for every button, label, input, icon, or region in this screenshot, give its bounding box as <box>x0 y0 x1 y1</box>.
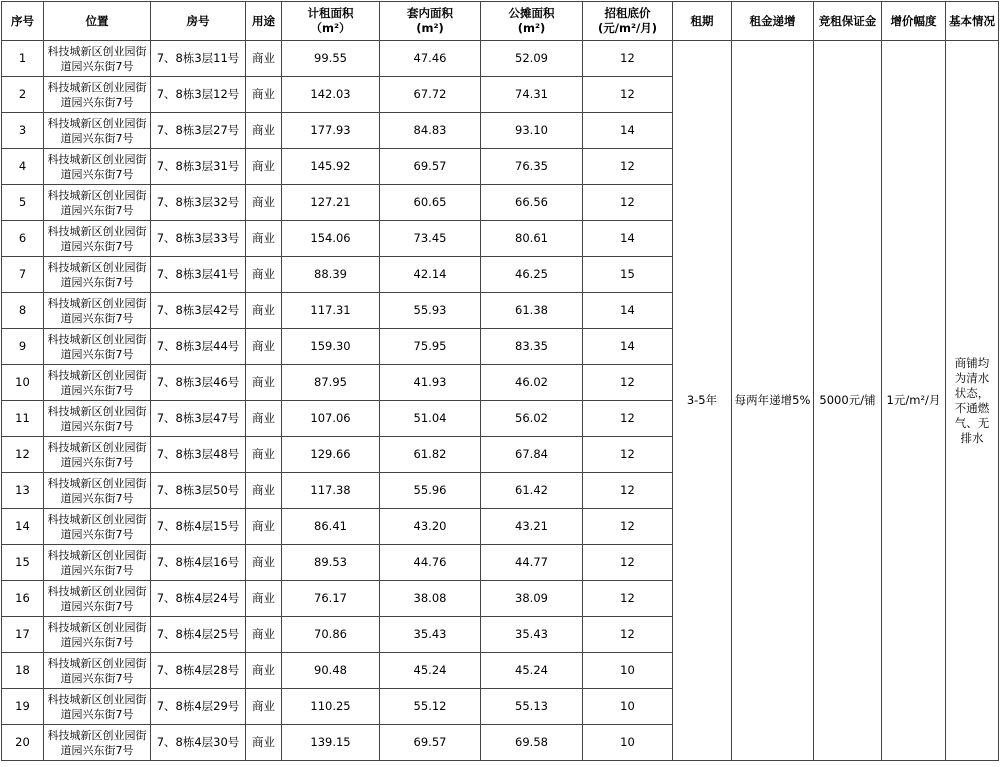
cell-room: 7、8栋3层48号 <box>151 437 246 473</box>
header-location: 位置 <box>44 2 151 41</box>
cell-location: 科技城新区创业园街道园兴东街7号 <box>44 617 151 653</box>
cell-seq: 13 <box>2 473 44 509</box>
cell-rent-area: 127.21 <box>282 185 380 221</box>
cell-base-price: 10 <box>583 689 673 725</box>
cell-shared-area: 66.56 <box>481 185 583 221</box>
cell-rent-area: 159.30 <box>282 329 380 365</box>
cell-inner-area: 55.93 <box>380 293 481 329</box>
header-rent-area-title: 计租面积 <box>307 6 354 20</box>
header-rent-area-unit: （m²） <box>310 21 351 35</box>
cell-base-price: 12 <box>583 149 673 185</box>
cell-location: 科技城新区创业园街道园兴东街7号 <box>44 509 151 545</box>
cell-base-price: 14 <box>583 221 673 257</box>
cell-location: 科技城新区创业园街道园兴东街7号 <box>44 185 151 221</box>
cell-location: 科技城新区创业园街道园兴东街7号 <box>44 113 151 149</box>
header-basic-info: 基本情况 <box>946 2 999 41</box>
cell-room: 7、8栋3层42号 <box>151 293 246 329</box>
cell-seq: 19 <box>2 689 44 725</box>
cell-location: 科技城新区创业园街道园兴东街7号 <box>44 257 151 293</box>
cell-location: 科技城新区创业园街道园兴东街7号 <box>44 581 151 617</box>
cell-seq: 2 <box>2 77 44 113</box>
cell-usage: 商业 <box>246 185 282 221</box>
cell-rent-area: 117.31 <box>282 293 380 329</box>
cell-location: 科技城新区创业园街道园兴东街7号 <box>44 365 151 401</box>
header-lease-term: 租期 <box>673 2 732 41</box>
cell-room: 7、8栋3层46号 <box>151 365 246 401</box>
cell-rent-area: 89.53 <box>282 545 380 581</box>
cell-rent-area: 107.06 <box>282 401 380 437</box>
cell-usage: 商业 <box>246 113 282 149</box>
table-body <box>2 41 999 761</box>
cell-rent-area: 86.41 <box>282 509 380 545</box>
cell-base-price: 12 <box>583 581 673 617</box>
cell-usage: 商业 <box>246 149 282 185</box>
cell-usage: 商业 <box>246 725 282 761</box>
cell-base-price: 12 <box>583 509 673 545</box>
cell-rent-area: 129.66 <box>282 437 380 473</box>
cell-room: 7、8栋4层29号 <box>151 689 246 725</box>
header-row <box>2 2 999 41</box>
header-shared-area <box>481 2 583 41</box>
header-inner-area-title: 套内面积 <box>407 6 453 20</box>
cell-room: 7、8栋3层27号 <box>151 113 246 149</box>
merged-rent-increase: 每两年递增5% <box>732 41 814 761</box>
cell-usage: 商业 <box>246 617 282 653</box>
cell-inner-area: 38.08 <box>380 581 481 617</box>
cell-rent-area: 117.38 <box>282 473 380 509</box>
cell-shared-area: 44.77 <box>481 545 583 581</box>
cell-usage: 商业 <box>246 401 282 437</box>
cell-shared-area: 45.24 <box>481 653 583 689</box>
cell-location: 科技城新区创业园街道园兴东街7号 <box>44 329 151 365</box>
cell-room: 7、8栋4层15号 <box>151 509 246 545</box>
cell-rent-area: 88.39 <box>282 257 380 293</box>
cell-seq: 14 <box>2 509 44 545</box>
cell-seq: 18 <box>2 653 44 689</box>
cell-inner-area: 67.72 <box>380 77 481 113</box>
cell-shared-area: 61.42 <box>481 473 583 509</box>
cell-location: 科技城新区创业园街道园兴东街7号 <box>44 725 151 761</box>
cell-usage: 商业 <box>246 653 282 689</box>
cell-room: 7、8栋3层50号 <box>151 473 246 509</box>
merged-deposit: 5000元/铺 <box>814 41 882 761</box>
cell-base-price: 14 <box>583 329 673 365</box>
header-base-price-title: 招租底价 <box>604 6 651 20</box>
cell-usage: 商业 <box>246 77 282 113</box>
cell-inner-area: 41.93 <box>380 365 481 401</box>
header-inner-area-unit: (m²) <box>416 21 444 35</box>
rental-listing-table <box>1 1 999 761</box>
cell-shared-area: 61.38 <box>481 293 583 329</box>
cell-seq: 12 <box>2 437 44 473</box>
cell-rent-area: 99.55 <box>282 41 380 77</box>
cell-inner-area: 42.14 <box>380 257 481 293</box>
cell-usage: 商业 <box>246 41 282 77</box>
merged-basic-info: 商铺均为清水状态，不通燃气、无排水 <box>946 41 999 761</box>
cell-shared-area: 69.58 <box>481 725 583 761</box>
cell-seq: 4 <box>2 149 44 185</box>
cell-rent-area: 70.86 <box>282 617 380 653</box>
cell-location: 科技城新区创业园街道园兴东街7号 <box>44 401 151 437</box>
cell-seq: 17 <box>2 617 44 653</box>
cell-room: 7、8栋3层41号 <box>151 257 246 293</box>
cell-seq: 15 <box>2 545 44 581</box>
cell-rent-area: 76.17 <box>282 581 380 617</box>
cell-usage: 商业 <box>246 437 282 473</box>
header-shared-area-title: 公摊面积 <box>508 6 555 20</box>
cell-rent-area: 90.48 <box>282 653 380 689</box>
cell-shared-area: 38.09 <box>481 581 583 617</box>
cell-room: 7、8栋4层25号 <box>151 617 246 653</box>
cell-usage: 商业 <box>246 473 282 509</box>
cell-usage: 商业 <box>246 293 282 329</box>
cell-base-price: 15 <box>583 257 673 293</box>
cell-room: 7、8栋4层30号 <box>151 725 246 761</box>
cell-shared-area: 55.13 <box>481 689 583 725</box>
table-row <box>2 41 999 77</box>
cell-location: 科技城新区创业园街道园兴东街7号 <box>44 545 151 581</box>
cell-shared-area: 46.02 <box>481 365 583 401</box>
cell-usage: 商业 <box>246 689 282 725</box>
cell-rent-area: 177.93 <box>282 113 380 149</box>
cell-shared-area: 74.31 <box>481 77 583 113</box>
cell-rent-area: 87.95 <box>282 365 380 401</box>
cell-inner-area: 43.20 <box>380 509 481 545</box>
cell-seq: 7 <box>2 257 44 293</box>
cell-base-price: 14 <box>583 293 673 329</box>
cell-base-price: 12 <box>583 437 673 473</box>
cell-shared-area: 52.09 <box>481 41 583 77</box>
cell-usage: 商业 <box>246 509 282 545</box>
cell-usage: 商业 <box>246 365 282 401</box>
cell-base-price: 12 <box>583 473 673 509</box>
cell-usage: 商业 <box>246 581 282 617</box>
cell-inner-area: 51.04 <box>380 401 481 437</box>
cell-room: 7、8栋3层44号 <box>151 329 246 365</box>
merged-lease-term: 3-5年 <box>673 41 732 761</box>
header-bid-increment: 增价幅度 <box>882 2 946 41</box>
header-room: 房号 <box>151 2 246 41</box>
cell-room: 7、8栋3层32号 <box>151 185 246 221</box>
cell-location: 科技城新区创业园街道园兴东街7号 <box>44 149 151 185</box>
cell-usage: 商业 <box>246 257 282 293</box>
header-deposit: 竞租保证金 <box>814 2 882 41</box>
cell-inner-area: 84.83 <box>380 113 481 149</box>
cell-seq: 10 <box>2 365 44 401</box>
cell-rent-area: 139.15 <box>282 725 380 761</box>
cell-location: 科技城新区创业园街道园兴东街7号 <box>44 473 151 509</box>
cell-room: 7、8栋3层11号 <box>151 41 246 77</box>
cell-seq: 8 <box>2 293 44 329</box>
merged-bid-increment: 1元/m²/月 <box>882 41 946 761</box>
cell-base-price: 12 <box>583 545 673 581</box>
header-rent-increase: 租金递增 <box>732 2 814 41</box>
cell-base-price: 10 <box>583 653 673 689</box>
cell-seq: 5 <box>2 185 44 221</box>
header-shared-area-unit: (m²) <box>517 21 546 35</box>
cell-rent-area: 110.25 <box>282 689 380 725</box>
cell-seq: 11 <box>2 401 44 437</box>
cell-location: 科技城新区创业园街道园兴东街7号 <box>44 653 151 689</box>
cell-seq: 9 <box>2 329 44 365</box>
cell-base-price: 12 <box>583 41 673 77</box>
cell-room: 7、8栋3层31号 <box>151 149 246 185</box>
cell-usage: 商业 <box>246 329 282 365</box>
cell-base-price: 14 <box>583 113 673 149</box>
header-rent-area <box>282 2 380 41</box>
cell-seq: 20 <box>2 725 44 761</box>
header-seq: 序号 <box>2 2 44 41</box>
cell-inner-area: 61.82 <box>380 437 481 473</box>
cell-shared-area: 35.43 <box>481 617 583 653</box>
cell-rent-area: 145.92 <box>282 149 380 185</box>
header-usage: 用途 <box>246 2 282 41</box>
cell-shared-area: 56.02 <box>481 401 583 437</box>
header-base-price-unit: (元/m²/月) <box>598 21 657 35</box>
cell-inner-area: 55.12 <box>380 689 481 725</box>
cell-location: 科技城新区创业园街道园兴东街7号 <box>44 293 151 329</box>
cell-location: 科技城新区创业园街道园兴东街7号 <box>44 221 151 257</box>
cell-room: 7、8栋4层28号 <box>151 653 246 689</box>
cell-seq: 1 <box>2 41 44 77</box>
cell-room: 7、8栋3层12号 <box>151 77 246 113</box>
cell-base-price: 10 <box>583 725 673 761</box>
cell-inner-area: 44.76 <box>380 545 481 581</box>
cell-location: 科技城新区创业园街道园兴东街7号 <box>44 689 151 725</box>
cell-shared-area: 67.84 <box>481 437 583 473</box>
cell-shared-area: 83.35 <box>481 329 583 365</box>
cell-location: 科技城新区创业园街道园兴东街7号 <box>44 437 151 473</box>
cell-room: 7、8栋4层24号 <box>151 581 246 617</box>
cell-inner-area: 35.43 <box>380 617 481 653</box>
cell-rent-area: 142.03 <box>282 77 380 113</box>
cell-inner-area: 47.46 <box>380 41 481 77</box>
cell-shared-area: 76.35 <box>481 149 583 185</box>
cell-usage: 商业 <box>246 221 282 257</box>
cell-inner-area: 45.24 <box>380 653 481 689</box>
cell-base-price: 12 <box>583 185 673 221</box>
cell-base-price: 12 <box>583 617 673 653</box>
cell-usage: 商业 <box>246 545 282 581</box>
cell-shared-area: 93.10 <box>481 113 583 149</box>
cell-base-price: 12 <box>583 401 673 437</box>
cell-shared-area: 43.21 <box>481 509 583 545</box>
cell-seq: 6 <box>2 221 44 257</box>
cell-shared-area: 80.61 <box>481 221 583 257</box>
cell-room: 7、8栋3层47号 <box>151 401 246 437</box>
cell-seq: 16 <box>2 581 44 617</box>
cell-inner-area: 69.57 <box>380 725 481 761</box>
cell-location: 科技城新区创业园街道园兴东街7号 <box>44 77 151 113</box>
cell-inner-area: 69.57 <box>380 149 481 185</box>
header-inner-area <box>380 2 481 41</box>
cell-inner-area: 73.45 <box>380 221 481 257</box>
cell-base-price: 12 <box>583 77 673 113</box>
cell-room: 7、8栋4层16号 <box>151 545 246 581</box>
cell-rent-area: 154.06 <box>282 221 380 257</box>
cell-shared-area: 46.25 <box>481 257 583 293</box>
cell-room: 7、8栋3层33号 <box>151 221 246 257</box>
cell-location: 科技城新区创业园街道园兴东街7号 <box>44 41 151 77</box>
cell-base-price: 12 <box>583 365 673 401</box>
header-base-price <box>583 2 673 41</box>
cell-inner-area: 55.96 <box>380 473 481 509</box>
cell-seq: 3 <box>2 113 44 149</box>
cell-inner-area: 60.65 <box>380 185 481 221</box>
cell-inner-area: 75.95 <box>380 329 481 365</box>
